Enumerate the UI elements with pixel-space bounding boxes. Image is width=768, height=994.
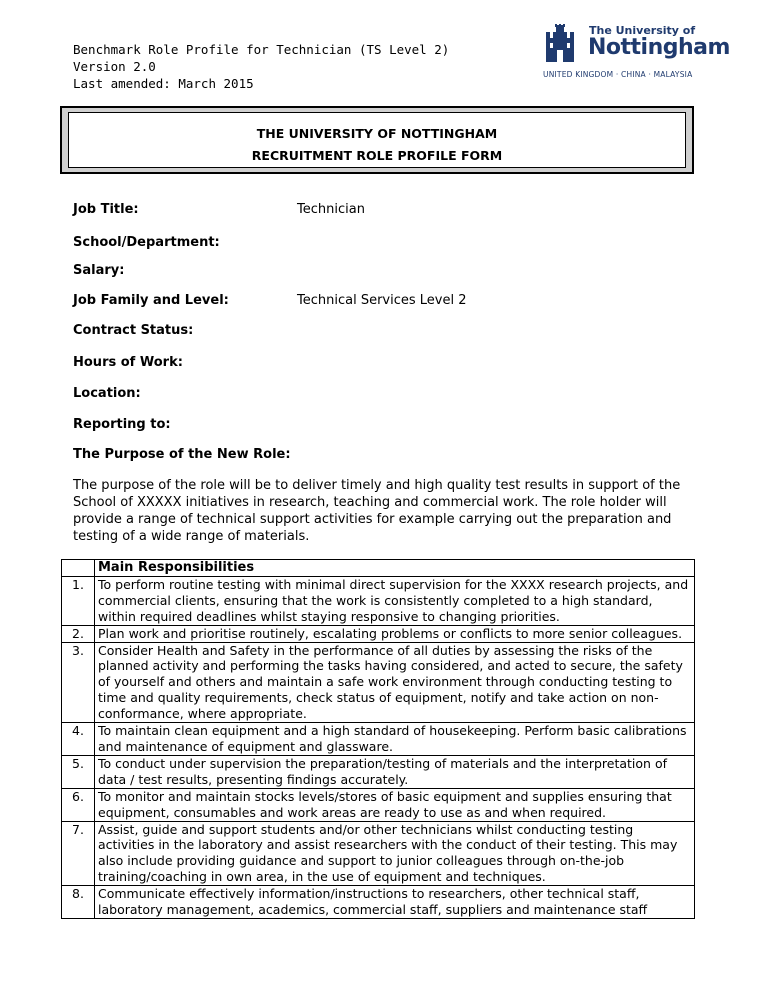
responsibility-number: 8. (62, 886, 95, 919)
responsibility-number: 1. (62, 576, 95, 625)
responsibility-number: 7. (62, 821, 95, 886)
contract-status-label: Contract Status: (73, 323, 194, 338)
doc-header-title: Benchmark Role Profile for Technician (TS Level 2) (73, 42, 450, 57)
responsibility-text: To maintain clean equipment and a high standard of housekeeping. Perform basic calibrations and maintenance of equipment and glassware. (95, 723, 695, 756)
logo-nottingham: Nottingham (588, 35, 730, 60)
responsibilities-heading: Main Responsibilities (95, 560, 695, 577)
purpose-label: The Purpose of the New Role: (73, 447, 291, 462)
job-family-label: Job Family and Level: (73, 293, 229, 308)
doc-header-amended: Last amended: March 2015 (73, 76, 254, 91)
responsibility-number: 5. (62, 755, 95, 788)
salary-label: Salary: (73, 263, 125, 278)
responsibility-text: To conduct under supervision the preparation/testing of materials and the interpretation of data / test results, presenting findings accurately. (95, 755, 695, 788)
location-label: Location: (73, 386, 141, 401)
table-row (62, 625, 695, 642)
job-title-label: Job Title: (73, 202, 139, 217)
job-family-value: Technical Services Level 2 (297, 293, 467, 308)
table-row (62, 886, 695, 919)
table-header-row (62, 560, 695, 577)
table-row (62, 723, 695, 756)
responsibility-text: Consider Health and Safety in the performance of all duties by assessing the risks of the planned activity and performing the tasks having considered, and acted to secure, the safety of yourself and others and maintain a safe work environment through conducting testing to time and quality requirements, check status of equipment, notify and take action on non-conformance, where appropriate. (95, 642, 695, 723)
reporting-to-label: Reporting to: (73, 417, 171, 432)
table-row (62, 576, 695, 625)
school-department-label: School/Department: (73, 235, 220, 250)
responsibility-text: Assist, guide and support students and/or other technicians whilst conducting testing activities in the laboratory and assist researchers with the conduct of their testing. This may also include providing guidance and support to junior colleagues through on-the-job training/coaching in own area, in the use of equipment and techniques. (95, 821, 695, 886)
table-row (62, 642, 695, 723)
castle-crest-icon (543, 24, 577, 64)
table-row (62, 821, 695, 886)
table-row (62, 755, 695, 788)
logo-campuses: UNITED KINGDOM · CHINA · MALAYSIA (543, 70, 693, 79)
university-logo (543, 20, 730, 84)
responsibility-number: 4. (62, 723, 95, 756)
job-title-value: Technician (297, 202, 365, 217)
responsibility-number: 3. (62, 642, 95, 723)
form-title-line1: THE UNIVERSITY OF NOTTINGHAM (256, 126, 498, 141)
responsibility-text: Communicate effectively information/instructions to researchers, other technical staff, laboratory management, academics, commercial staff, suppliers and maintenance staff (95, 886, 695, 919)
table-cell-num (62, 560, 95, 577)
responsibility-number: 2. (62, 625, 95, 642)
responsibility-number: 6. (62, 788, 95, 821)
responsibility-text: To monitor and maintain stocks levels/stores of basic equipment and supplies ensuring that equipment, consumables and work areas are ready to use as and when required. (95, 788, 695, 821)
responsibilities-table (61, 559, 695, 919)
form-title-box (60, 106, 694, 174)
hours-of-work-label: Hours of Work: (73, 355, 183, 370)
table-row (62, 788, 695, 821)
form-title-line2: RECRUITMENT ROLE PROFILE FORM (251, 148, 503, 163)
purpose-text: The purpose of the role will be to deliver timely and high quality test results in support of the School of XXXXX initiatives in research, teaching and commercial work. The role holder will provide a range of technical support activities for example carrying out the preparation and testing of a wide range of materials. (73, 478, 681, 544)
responsibility-text: Plan work and prioritise routinely, escalating problems or conflicts to more senior colleagues. (95, 625, 695, 642)
responsibility-text: To perform routine testing with minimal direct supervision for the XXXX research projects, and commercial clients, ensuring that the work is consistently completed to a high standard, within required deadlines whilst staying responsive to changing priorities. (95, 576, 695, 625)
doc-header-version: Version 2.0 (73, 59, 156, 74)
logo-university-of: The University of (589, 24, 696, 37)
